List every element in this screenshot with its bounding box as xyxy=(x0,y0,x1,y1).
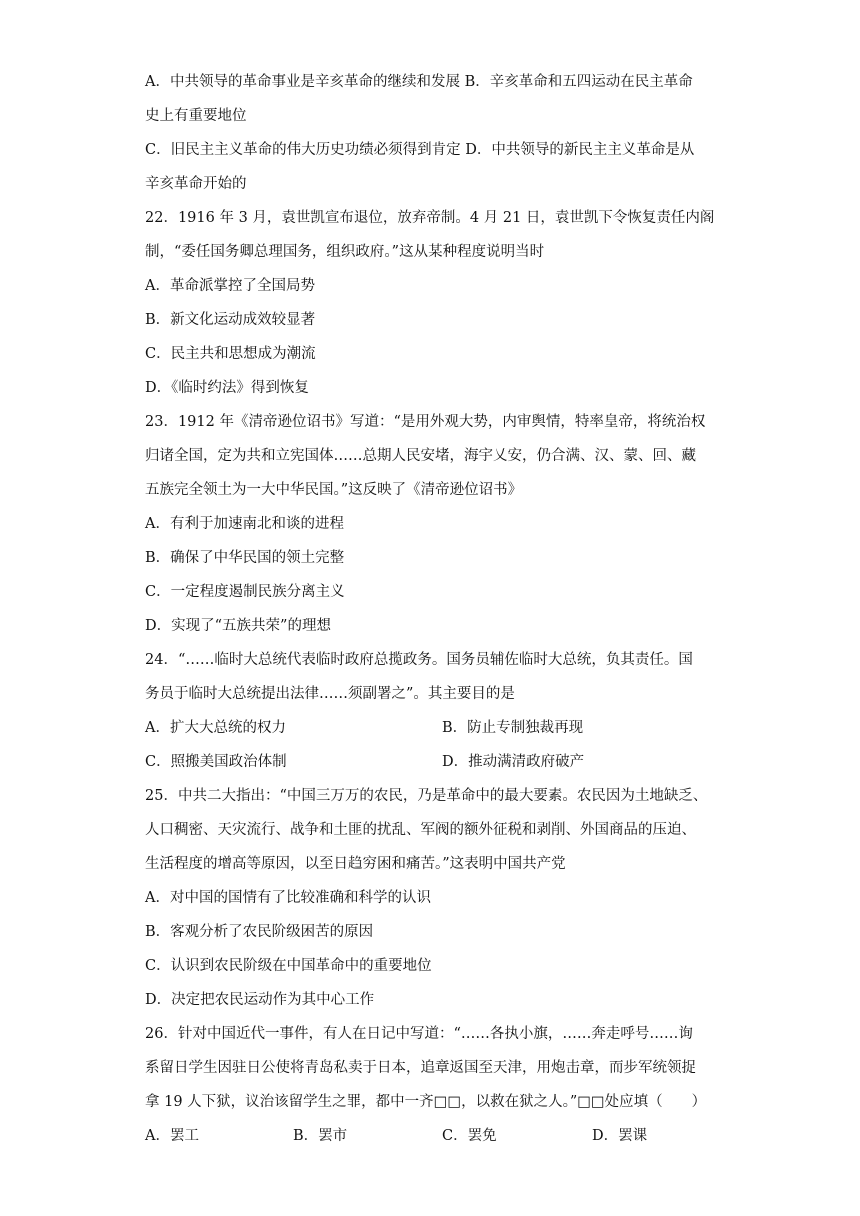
q21-option-c-d-line: C．旧民主主义革命的伟大历史功绩必须得到肯定 D．中共领导的新民主主义革命是从 xyxy=(145,142,695,158)
q24-stem-line-2: 务员于临时大总统提出法律……须副署之”。其主要目的是 xyxy=(145,686,515,702)
q26-options-row xyxy=(145,1126,725,1146)
q26-option-c: C．罢免 xyxy=(442,1128,497,1144)
q22-option-c: C．民主共和思想成为潮流 xyxy=(145,346,316,362)
q22-stem-line-2: 制，“委任国务卿总理国务，组织政府。”这从某种程度说明当时 xyxy=(145,244,545,260)
q26-option-b: B．罢市 xyxy=(293,1128,348,1144)
q26-stem-line-3: 拿 19 人下狱，议治该留学生之罪，都中一齐□□，以救在狱之人。”□□处应填（ ） xyxy=(145,1094,707,1110)
q23-option-b: B．确保了中华民国的领土完整 xyxy=(145,550,345,566)
q24-stem-line-1: 24．“……临时大总统代表临时政府总揽政务。国务员辅佐临时大总统，负其责任。国 xyxy=(145,652,693,668)
q25-option-d: D．决定把农民运动作为其中心工作 xyxy=(145,992,375,1008)
q25-stem-line-1: 25．中共二大指出：“中国三万万的农民，乃是革命中的最大要素。农民因为土地缺乏、 xyxy=(145,788,708,804)
q25-option-a: A．对中国的国情有了比较准确和科学的认识 xyxy=(145,890,431,906)
q24-option-c: C．照搬美国政治体制 xyxy=(145,754,287,770)
q26-option-d: D．罢课 xyxy=(592,1128,648,1144)
q22-stem-line-1: 22．1916 年 3 月，袁世凯宣布退位，放弃帝制。4 月 21 日，袁世凯下令恢复责任内阁 xyxy=(145,210,715,226)
q25-option-c: C．认识到农民阶级在中国革命中的重要地位 xyxy=(145,958,432,974)
q26-stem-line-2: 系留日学生因驻日公使将青岛私卖于日本，追章返国至天津，用炮击章，而步军统领捉 xyxy=(145,1060,696,1076)
q23-option-a: A．有利于加速南北和谈的进程 xyxy=(145,516,344,532)
q24-options-row-1 xyxy=(145,718,725,738)
q23-stem-line-2: 归诸全国，定为共和立宪国体……总期人民安堵，海宇乂安，仍合满、汉、蒙、回、藏 xyxy=(145,448,696,464)
q22-option-b: B．新文化运动成效较显著 xyxy=(145,312,316,328)
q22-option-a: A．革命派掌控了全国局势 xyxy=(145,278,315,294)
q21-option-a-b-line: A．中共领导的革命事业是辛亥革命的继续和发展 B．辛亥革命和五四运动在民主革命 xyxy=(145,74,693,90)
q22-option-d: D．《临时约法》得到恢复 xyxy=(145,380,309,396)
q26-stem-line-1: 26．针对中国近代一事件，有人在日记中写道：“……各执小旗，……奔走呼号……询 xyxy=(145,1026,693,1042)
q24-option-d: D．推动满清政府破产 xyxy=(442,754,585,770)
q21-option-b-cont: 史上有重要地位 xyxy=(145,108,247,124)
q23-option-d: D．实现了“五族共荣”的理想 xyxy=(145,618,331,634)
q23-stem-line-3: 五族完全领土为一大中华民国。”这反映了《清帝逊位诏书》 xyxy=(145,482,523,498)
q25-stem-line-2: 人口稠密、天灾流行、战争和土匪的扰乱、军阀的额外征税和剥削、外国商品的压迫、 xyxy=(145,822,696,838)
q24-options-row-2 xyxy=(145,752,725,772)
q26-option-a: A．罢工 xyxy=(145,1128,199,1144)
q24-option-b: B．防止专制独裁再现 xyxy=(442,720,584,736)
q23-stem-line-1: 23．1912 年《清帝逊位诏书》写道：“是用外观大势，内审舆情，特率皇帝，将统治权 xyxy=(145,414,706,430)
q25-stem-line-3: 生活程度的增高等原因，以至日趋穷困和痛苦。”这表明中国共产党 xyxy=(145,856,566,872)
q21-option-d-cont: 辛亥革命开始的 xyxy=(145,176,247,192)
q24-option-a: A．扩大大总统的权力 xyxy=(145,720,286,736)
q25-option-b: B．客观分析了农民阶级困苦的原因 xyxy=(145,924,374,940)
q23-option-c: C．一定程度遏制民族分离主义 xyxy=(145,584,345,600)
